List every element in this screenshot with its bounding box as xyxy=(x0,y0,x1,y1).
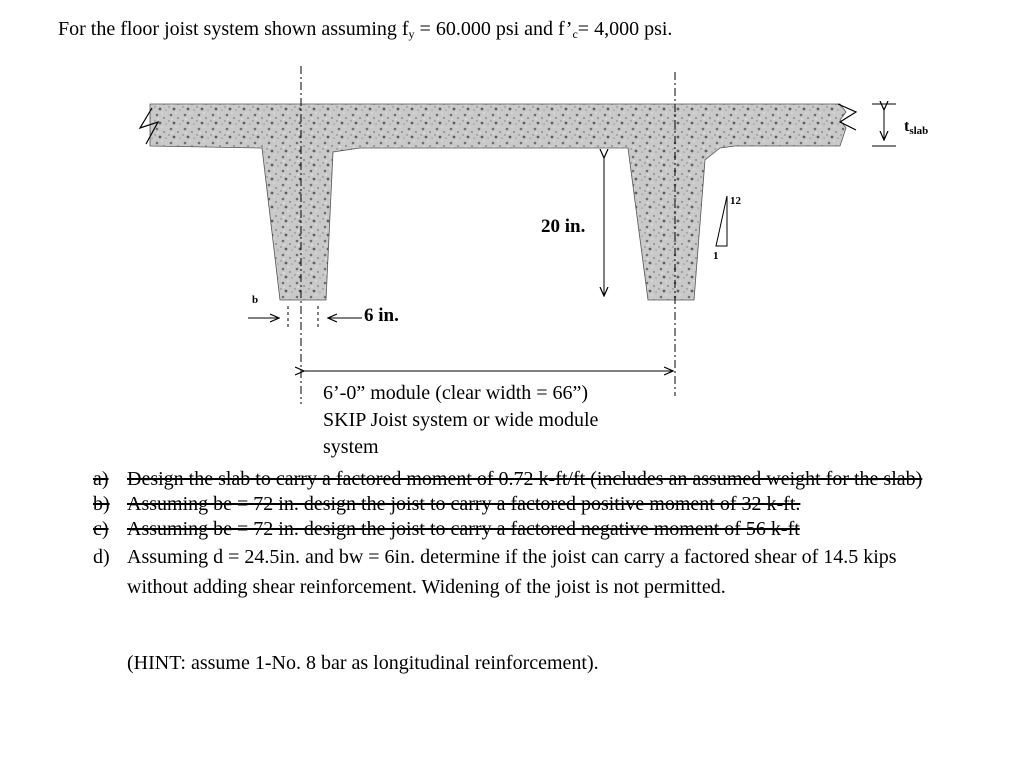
slope-triangle xyxy=(716,196,727,246)
twenty-inch-label: 20 in. xyxy=(541,216,586,237)
slope-rise-label: 12 xyxy=(730,195,741,207)
b-label: b xyxy=(252,294,259,306)
question-a: a) Design the slab to carry a factored moment of 0.72 k-ft/ft (includes an assumed weight for the slab) xyxy=(93,468,923,490)
problem-statement: For the floor joist system shown assuming $f_y = 60.000$ psi and $f’_c= 4,000$ psi. xyxy=(58,18,673,41)
question-b: b) Assuming be = 72 in. design the joist to carry a factored positive moment of 32 k-ft. xyxy=(93,493,801,515)
slope-run-label: 1 xyxy=(713,250,719,262)
question-d: d) Assuming d = 24.5in. and bw = 6in. determine if the joist can carry a factored shear of 14.5 kips without adding shear reinforcement. Widening of the joist is not permitted. xyxy=(93,546,897,598)
six-inch-label: 6 in. xyxy=(364,305,399,326)
tslab-label: $t_{slab}$ xyxy=(904,118,929,137)
concrete-section xyxy=(150,104,846,300)
module-description: 6’-0” module (clear width = 66”) SKIP Joist system or wide module system xyxy=(323,382,599,458)
question-c: c) Assuming be = 72 in. design the joist to carry a factored negative moment of 56 k-ft xyxy=(93,518,800,540)
question-list xyxy=(93,467,953,602)
hint-text: (HINT: assume 1-No. 8 bar as longitudinal reinforcement). xyxy=(127,652,599,674)
